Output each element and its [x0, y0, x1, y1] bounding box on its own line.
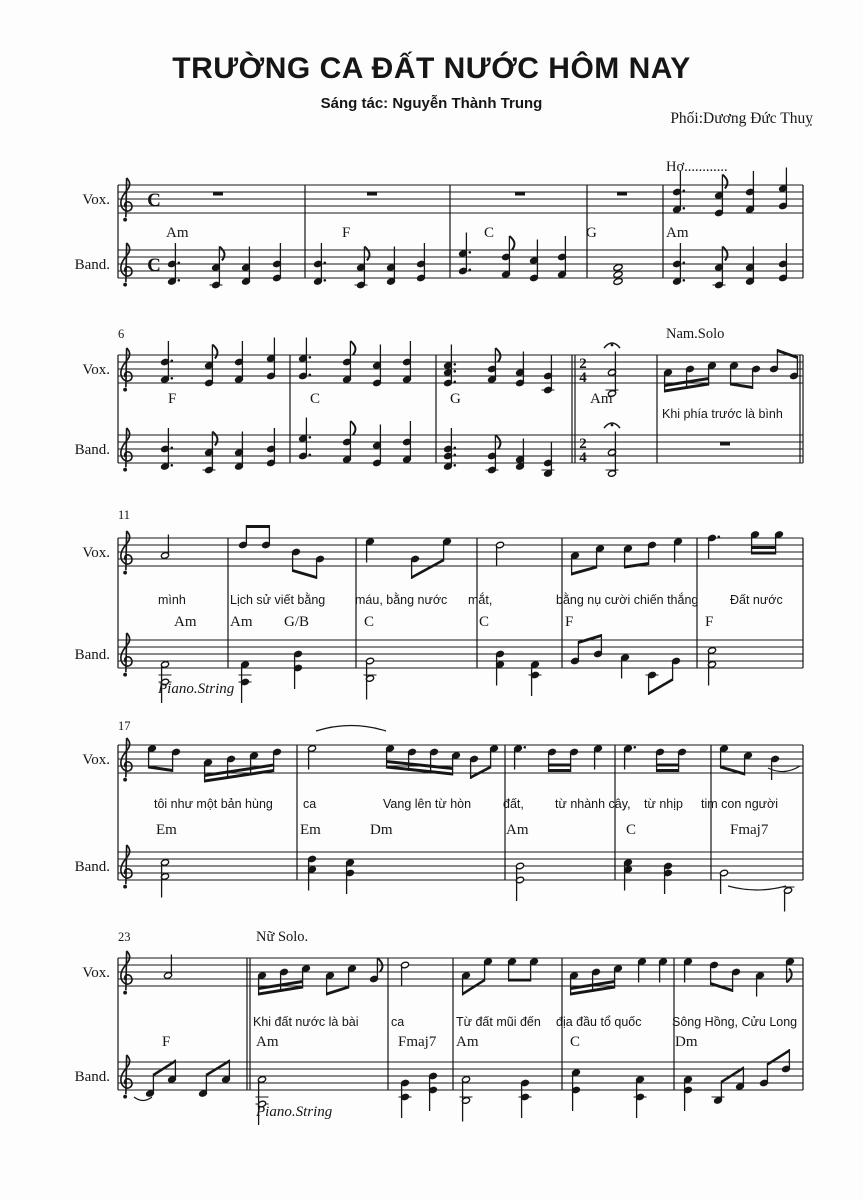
lyric-text: máu, bằng nước [355, 593, 448, 607]
treble-clef-icon [121, 1055, 132, 1099]
chord-label: Fmaj7 [398, 1034, 437, 1050]
annotation-text: Nam.Solo [666, 326, 725, 342]
composer-credit: Sáng tác: Nguyễn Thành Trung [320, 95, 543, 112]
treble-clef-icon [121, 951, 132, 995]
lyric-text: mình [158, 593, 186, 607]
system-2 [75, 326, 803, 477]
lyric-text: bằng nụ cười chiến thắng [556, 593, 699, 607]
measure-number: 23 [118, 930, 131, 944]
lyric-text: địa đầu tổ quốc [556, 1015, 642, 1029]
staff-label: Band. [74, 647, 110, 663]
chord-label: Dm [370, 822, 393, 838]
chord-label: Am [230, 614, 253, 630]
system-5 [75, 929, 803, 1125]
lyric-text: Vang lên từ hòn [383, 797, 472, 811]
treble-clef-icon [121, 845, 132, 889]
chord-label: C [479, 614, 490, 630]
chord-label: F [168, 391, 177, 407]
treble-clef-icon [121, 178, 132, 222]
lyric-text: mắt, [468, 593, 493, 607]
annotation-text: Hơ............ [666, 159, 728, 175]
measure-number: 17 [118, 719, 131, 733]
slur [134, 1097, 152, 1101]
chord-label: Fmaj7 [730, 822, 769, 838]
chord-label: Am [166, 225, 189, 241]
whole-rest [515, 192, 525, 196]
lyric-text: Khi đất nước là bài [253, 1015, 359, 1029]
lyric-text: ca [391, 1015, 405, 1029]
annotation-text: Piano.String [158, 681, 235, 697]
staff-label: Band. [74, 257, 110, 273]
lyric-text: Đất nước [730, 593, 783, 607]
treble-clef-icon [121, 738, 132, 782]
arranger-credit: Phối:Dương Đức Thuỵ [670, 110, 813, 127]
whole-rest [720, 442, 730, 446]
time-signature-24: 4 [579, 370, 587, 386]
chord-label: Am [256, 1034, 279, 1050]
staff-label: Vox. [82, 965, 110, 981]
annotation-text: Piano.String [256, 1104, 333, 1120]
measure-number: 6 [118, 327, 125, 341]
chord-label: Am [506, 822, 529, 838]
staff-label: Vox. [82, 752, 110, 768]
staff-label: Band. [74, 1069, 110, 1085]
lyric-text: Lịch sử viết bằng [230, 593, 326, 607]
staff-label: Vox. [82, 192, 110, 208]
measure-number: 11 [118, 508, 131, 522]
chord-label: Em [300, 822, 321, 838]
system-4 [75, 719, 803, 912]
chord-label: G [450, 391, 461, 407]
whole-rest [367, 192, 377, 196]
chord-label: C [570, 1034, 581, 1050]
whole-rest [617, 192, 627, 196]
chord-label: F [162, 1034, 171, 1050]
lyric-text: từ nhịp [644, 797, 683, 811]
time-signature-common: C [147, 255, 161, 276]
time-signature-common: C [147, 190, 161, 211]
chord-label: F [565, 614, 574, 630]
chord-label: Dm [675, 1034, 698, 1050]
chord-label: Am [666, 225, 689, 241]
chord-label: Em [156, 822, 177, 838]
chord-label: Am [174, 614, 197, 630]
treble-clef-icon [121, 531, 132, 575]
chord-label: G/B [284, 614, 310, 630]
lyric-text: tôi như một bản hùng [154, 797, 273, 811]
treble-clef-icon [121, 428, 132, 472]
slur [316, 726, 386, 732]
treble-clef-icon [121, 348, 132, 392]
lyric-text: Khi phía trước là bình [662, 407, 783, 421]
lyric-text: từ nhành cây, [555, 797, 631, 811]
chord-label: C [626, 822, 637, 838]
treble-clef-icon [121, 633, 132, 677]
system-3 [75, 508, 803, 703]
staff-label: Band. [74, 442, 110, 458]
slur [728, 886, 786, 890]
lyric-text: Sông Hồng, Cửu Long [672, 1015, 798, 1029]
chord-label: F [342, 225, 351, 241]
chord-label: G [586, 225, 597, 241]
lyric-text: Từ đất mũi đến [456, 1015, 541, 1029]
chord-label: F [705, 614, 714, 630]
lyric-text: ca [303, 797, 317, 811]
slur [768, 766, 800, 772]
staff-label: Band. [74, 859, 110, 875]
time-signature-24: 4 [579, 450, 587, 466]
time-signature-24: 2 [579, 356, 587, 372]
page-title: TRƯỜNG CA ĐẤT NƯỚC HÔM NAY [172, 52, 691, 85]
lyric-text: đất, [503, 797, 524, 811]
staff-label: Vox. [82, 362, 110, 378]
chord-label: C [310, 391, 321, 407]
time-signature-24: 2 [579, 436, 587, 452]
whole-rest [213, 192, 223, 196]
chord-label: C [364, 614, 375, 630]
chord-label: Am [590, 391, 613, 407]
lyric-text: tim con người [701, 797, 779, 811]
chord-label: Am [456, 1034, 479, 1050]
chord-label: C [484, 225, 495, 241]
system-1 [75, 159, 803, 289]
annotation-text: Nữ Solo. [256, 929, 309, 945]
treble-clef-icon [121, 243, 132, 287]
staff-label: Vox. [82, 545, 110, 561]
